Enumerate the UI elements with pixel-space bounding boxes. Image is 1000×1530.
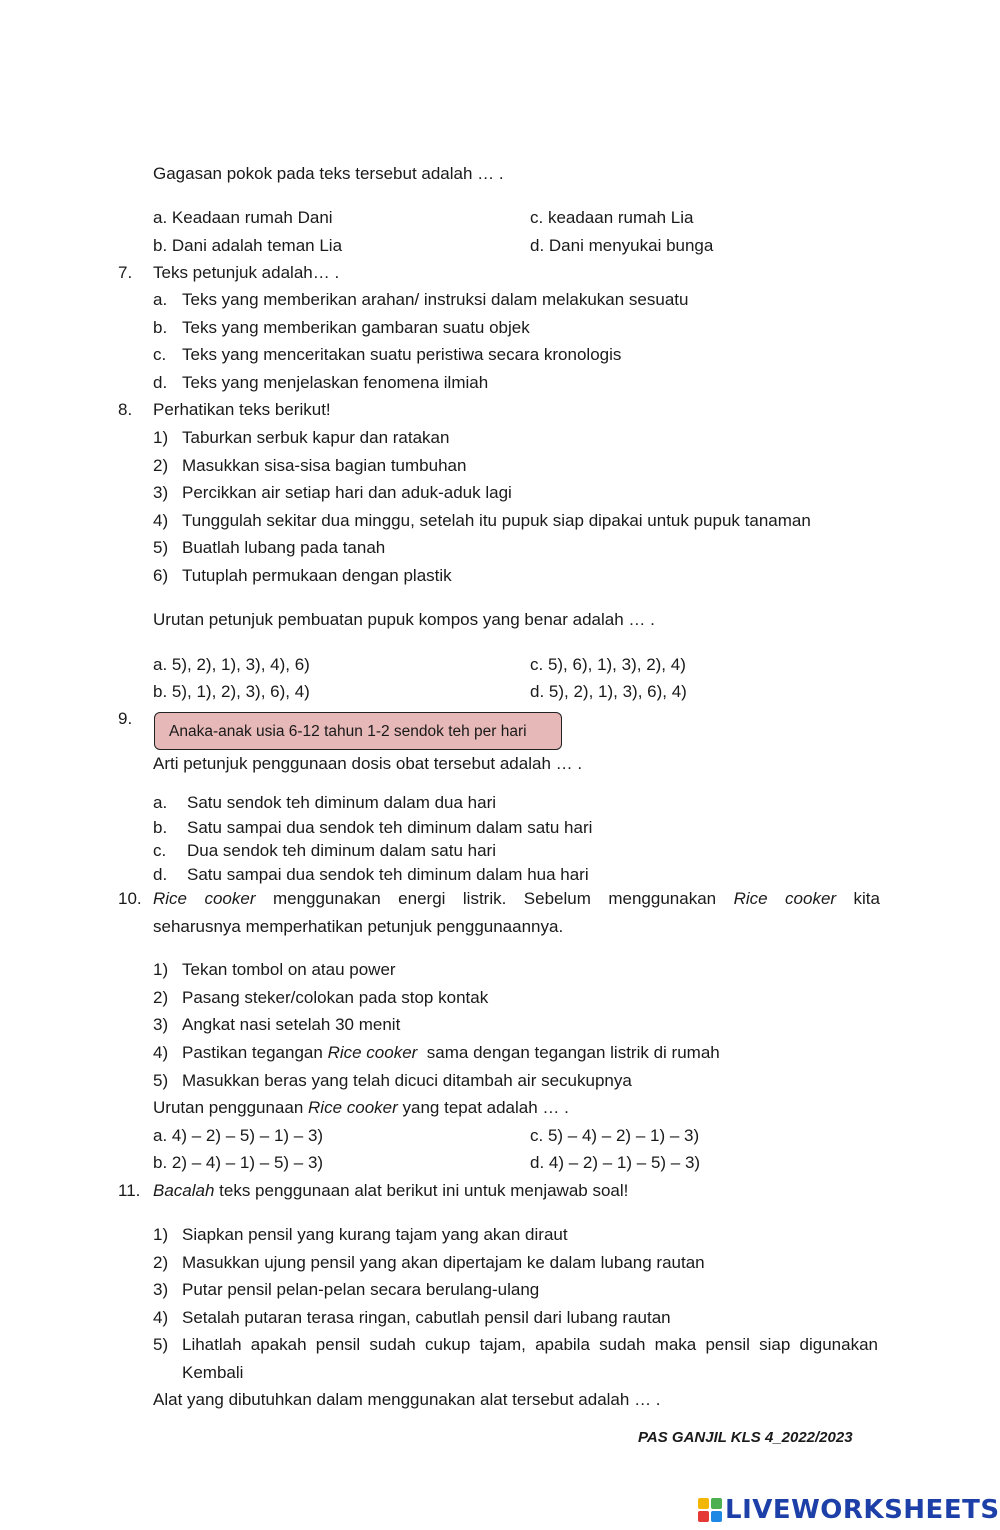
q10-number: 10. bbox=[118, 889, 142, 908]
q8-stem: Perhatikan teks berikut! bbox=[153, 400, 331, 419]
q9-option-d-letter: d. bbox=[153, 865, 168, 884]
logo-square-blue bbox=[711, 1511, 722, 1522]
q11-step-5-word: sudah bbox=[599, 1335, 646, 1354]
q8-step-3-number: 3) bbox=[153, 483, 169, 502]
q10-step-4-pre: Pastikan tegangan bbox=[182, 1043, 328, 1062]
q10-step-1-number: 1) bbox=[153, 960, 169, 979]
q7-option-d[interactable]: Teks yang menjelaskan fenomena ilmiah bbox=[182, 373, 489, 392]
q10-word: Rice bbox=[153, 889, 188, 908]
q10-option-c[interactable]: c. 5) – 4) – 2) – 1) – 3) bbox=[530, 1126, 700, 1145]
q10-step-3-number: 3) bbox=[153, 1015, 169, 1034]
q7-option-a[interactable]: Teks yang memberikan arahan/ instruksi dalam melakukan sesuatu bbox=[182, 290, 689, 309]
q10-question bbox=[153, 1098, 569, 1118]
q7-option-a-letter: a. bbox=[153, 290, 168, 309]
liveworksheets-logo-icon bbox=[698, 1498, 722, 1522]
q11-step-2-number: 2) bbox=[153, 1253, 169, 1272]
q8-question: Urutan petunjuk pembuatan pupuk kompos yang benar adalah … . bbox=[153, 610, 655, 629]
q8-step-1: Taburkan serbuk kapur dan ratakan bbox=[182, 428, 450, 447]
q10-stem-line-1 bbox=[153, 889, 880, 909]
q11-step-3: Putar pensil pelan-pelan secara berulang-ulang bbox=[182, 1280, 540, 1299]
q7-stem: Teks petunjuk adalah… . bbox=[153, 263, 340, 282]
q10-question-pre: Urutan penggunaan bbox=[153, 1098, 309, 1117]
q8-step-3: Percikkan air setiap hari dan aduk-aduk lagi bbox=[182, 483, 512, 502]
q8-step-6: Tutuplah permukaan dengan plastik bbox=[182, 566, 452, 585]
q11-step-5-line-1 bbox=[182, 1335, 878, 1355]
q8-step-5: Buatlah lubang pada tanah bbox=[182, 538, 386, 557]
q6-option-a[interactable]: a. Keadaan rumah Dani bbox=[153, 208, 333, 227]
q9-option-b[interactable]: Satu sampai dua sendok teh diminum dalam satu hari bbox=[187, 818, 593, 837]
q9-option-a-letter: a. bbox=[153, 793, 168, 812]
q10-step-5: Masukkan beras yang telah dicuci ditambah air secukupnya bbox=[182, 1071, 632, 1090]
q10-word: menggunakan bbox=[608, 889, 717, 908]
liveworksheets-logo-text: LIVEWORKSHEETS bbox=[725, 1495, 1000, 1525]
q9-option-a[interactable]: Satu sendok teh diminum dalam dua hari bbox=[187, 793, 497, 812]
q11-step-5-word: siap bbox=[759, 1335, 791, 1354]
q8-step-1-number: 1) bbox=[153, 428, 169, 447]
q8-option-b[interactable]: b. 5), 1), 2), 3), 6), 4) bbox=[153, 682, 310, 701]
q10-step-1: Tekan tombol on atau power bbox=[182, 960, 396, 979]
q11-step-5-word: sudah bbox=[369, 1335, 416, 1354]
q11-stem bbox=[153, 1181, 628, 1201]
q8-option-d[interactable]: d. 5), 2), 1), 3), 6), 4) bbox=[530, 682, 687, 701]
q11-stem-rest: teks penggunaan alat berikut ini untuk menjawab soal! bbox=[214, 1181, 629, 1200]
q10-word: Sebelum bbox=[523, 889, 591, 908]
logo-square-yellow bbox=[698, 1498, 709, 1509]
logo-square-green bbox=[711, 1498, 722, 1509]
q9-option-d[interactable]: Satu sampai dua sendok teh diminum dalam hua hari bbox=[187, 865, 589, 884]
q11-step-5-word: pensil bbox=[315, 1335, 361, 1354]
q10-step-4 bbox=[182, 1043, 720, 1063]
q10-step-2: Pasang steker/colokan pada stop kontak bbox=[182, 988, 489, 1007]
q9-option-c[interactable]: Dua sendok teh diminum dalam satu hari bbox=[187, 841, 496, 860]
q11-question: Alat yang dibutuhkan dalam menggunakan alat tersebut adalah … . bbox=[153, 1390, 661, 1409]
q11-step-5-word: pensil bbox=[705, 1335, 750, 1354]
q10-step-4-post: sama dengan tegangan listrik di rumah bbox=[417, 1043, 720, 1062]
q10-word: menggunakan bbox=[272, 889, 381, 908]
q9-stem: Arti petunjuk penggunaan dosis obat tersebut adalah … . bbox=[153, 754, 583, 773]
q11-step-1: Siapkan pensil yang kurang tajam yang akan diraut bbox=[182, 1225, 568, 1244]
q11-step-5-number: 5) bbox=[153, 1335, 169, 1354]
q8-step-2-number: 2) bbox=[153, 456, 169, 475]
q11-step-5-word: cukup bbox=[424, 1335, 471, 1354]
q11-step-5-word: maka bbox=[654, 1335, 697, 1354]
q9-dosage-text: Anaka-anak usia 6-12 tahun 1-2 sendok teh per hari bbox=[169, 723, 527, 740]
q10-option-d[interactable]: d. 4) – 2) – 1) – 5) – 3) bbox=[530, 1153, 701, 1172]
q11-step-5-line-2: Kembali bbox=[182, 1363, 244, 1382]
q11-step-3-number: 3) bbox=[153, 1280, 169, 1299]
q8-option-a[interactable]: a. 5), 2), 1), 3), 4), 6) bbox=[153, 655, 310, 674]
q8-step-5-number: 5) bbox=[153, 538, 169, 557]
q10-step-4-italic: Rice cooker bbox=[327, 1043, 418, 1062]
q11-step-5-word: Lihatlah bbox=[182, 1335, 242, 1354]
q10-word: listrik. bbox=[462, 889, 507, 908]
liveworksheets-logo[interactable] bbox=[698, 1494, 1000, 1526]
q10-word: cooker bbox=[204, 889, 256, 908]
q11-step-5-word: tajam, bbox=[479, 1335, 526, 1354]
q10-step-4-number: 4) bbox=[153, 1043, 169, 1062]
q11-number: 11. bbox=[118, 1181, 141, 1200]
q8-option-c[interactable]: c. 5), 6), 1), 3), 2), 4) bbox=[530, 655, 686, 674]
q10-option-a[interactable]: a. 4) – 2) – 5) – 1) – 3) bbox=[153, 1126, 324, 1145]
q8-step-6-number: 6) bbox=[153, 566, 169, 585]
q6-option-d[interactable]: d. Dani menyukai bunga bbox=[530, 236, 714, 255]
q10-word: cooker bbox=[785, 889, 837, 908]
q8-step-4-number: 4) bbox=[153, 511, 169, 530]
q7-option-c[interactable]: Teks yang menceritakan suatu peristiwa secara kronologis bbox=[182, 345, 622, 364]
q7-option-c-letter: c. bbox=[153, 345, 167, 364]
q7-number: 7. bbox=[118, 263, 133, 282]
q8-number: 8. bbox=[118, 400, 133, 419]
q9-option-c-letter: c. bbox=[153, 841, 167, 860]
q11-step-5-word: digunakan bbox=[799, 1335, 878, 1354]
q11-stem-italic: Bacalah bbox=[153, 1181, 215, 1200]
q8-step-4: Tunggulah sekitar dua minggu, setelah itu pupuk siap dipakai untuk pupuk tanaman bbox=[182, 511, 811, 530]
exam-footer: PAS GANJIL KLS 4_2022/2023 bbox=[638, 1429, 853, 1446]
q10-word: kita bbox=[853, 889, 880, 908]
logo-square-red bbox=[698, 1511, 709, 1522]
q10-question-italic: Rice cooker bbox=[308, 1098, 398, 1117]
q11-step-5-word: apabila bbox=[535, 1335, 590, 1354]
q10-stem-line-2: seharusnya memperhatikan petunjuk penggunaannya. bbox=[153, 917, 564, 936]
q10-word: Rice bbox=[733, 889, 768, 908]
q11-step-5-word: apakah bbox=[250, 1335, 307, 1354]
q9-dosage-box bbox=[154, 712, 562, 750]
q7-option-b[interactable]: Teks yang memberikan gambaran suatu objek bbox=[182, 318, 530, 337]
q7-option-d-letter: d. bbox=[153, 373, 168, 392]
q8-step-2: Masukkan sisa-sisa bagian tumbuhan bbox=[182, 456, 467, 475]
q6-option-b[interactable]: b. Dani adalah teman Lia bbox=[153, 236, 343, 255]
q6-stem: Gagasan pokok pada teks tersebut adalah … . bbox=[153, 164, 504, 183]
q10-word: energi bbox=[398, 889, 446, 908]
q10-step-5-number: 5) bbox=[153, 1071, 169, 1090]
q10-step-2-number: 2) bbox=[153, 988, 169, 1007]
q9-number: 9. bbox=[118, 709, 133, 728]
q9-option-b-letter: b. bbox=[153, 818, 168, 837]
q7-option-b-letter: b. bbox=[153, 318, 168, 337]
q10-option-b[interactable]: b. 2) – 4) – 1) – 5) – 3) bbox=[153, 1153, 324, 1172]
q11-step-4-number: 4) bbox=[153, 1308, 169, 1327]
q11-step-4: Setalah putaran terasa ringan, cabutlah pensil dari lubang rautan bbox=[182, 1308, 671, 1327]
q10-question-post: yang tepat adalah … . bbox=[397, 1098, 569, 1117]
q10-step-3: Angkat nasi setelah 30 menit bbox=[182, 1015, 401, 1034]
q11-step-1-number: 1) bbox=[153, 1225, 169, 1244]
q11-step-2: Masukkan ujung pensil yang akan dipertajam ke dalam lubang rautan bbox=[182, 1253, 705, 1272]
q6-option-c[interactable]: c. keadaan rumah Lia bbox=[530, 208, 694, 227]
